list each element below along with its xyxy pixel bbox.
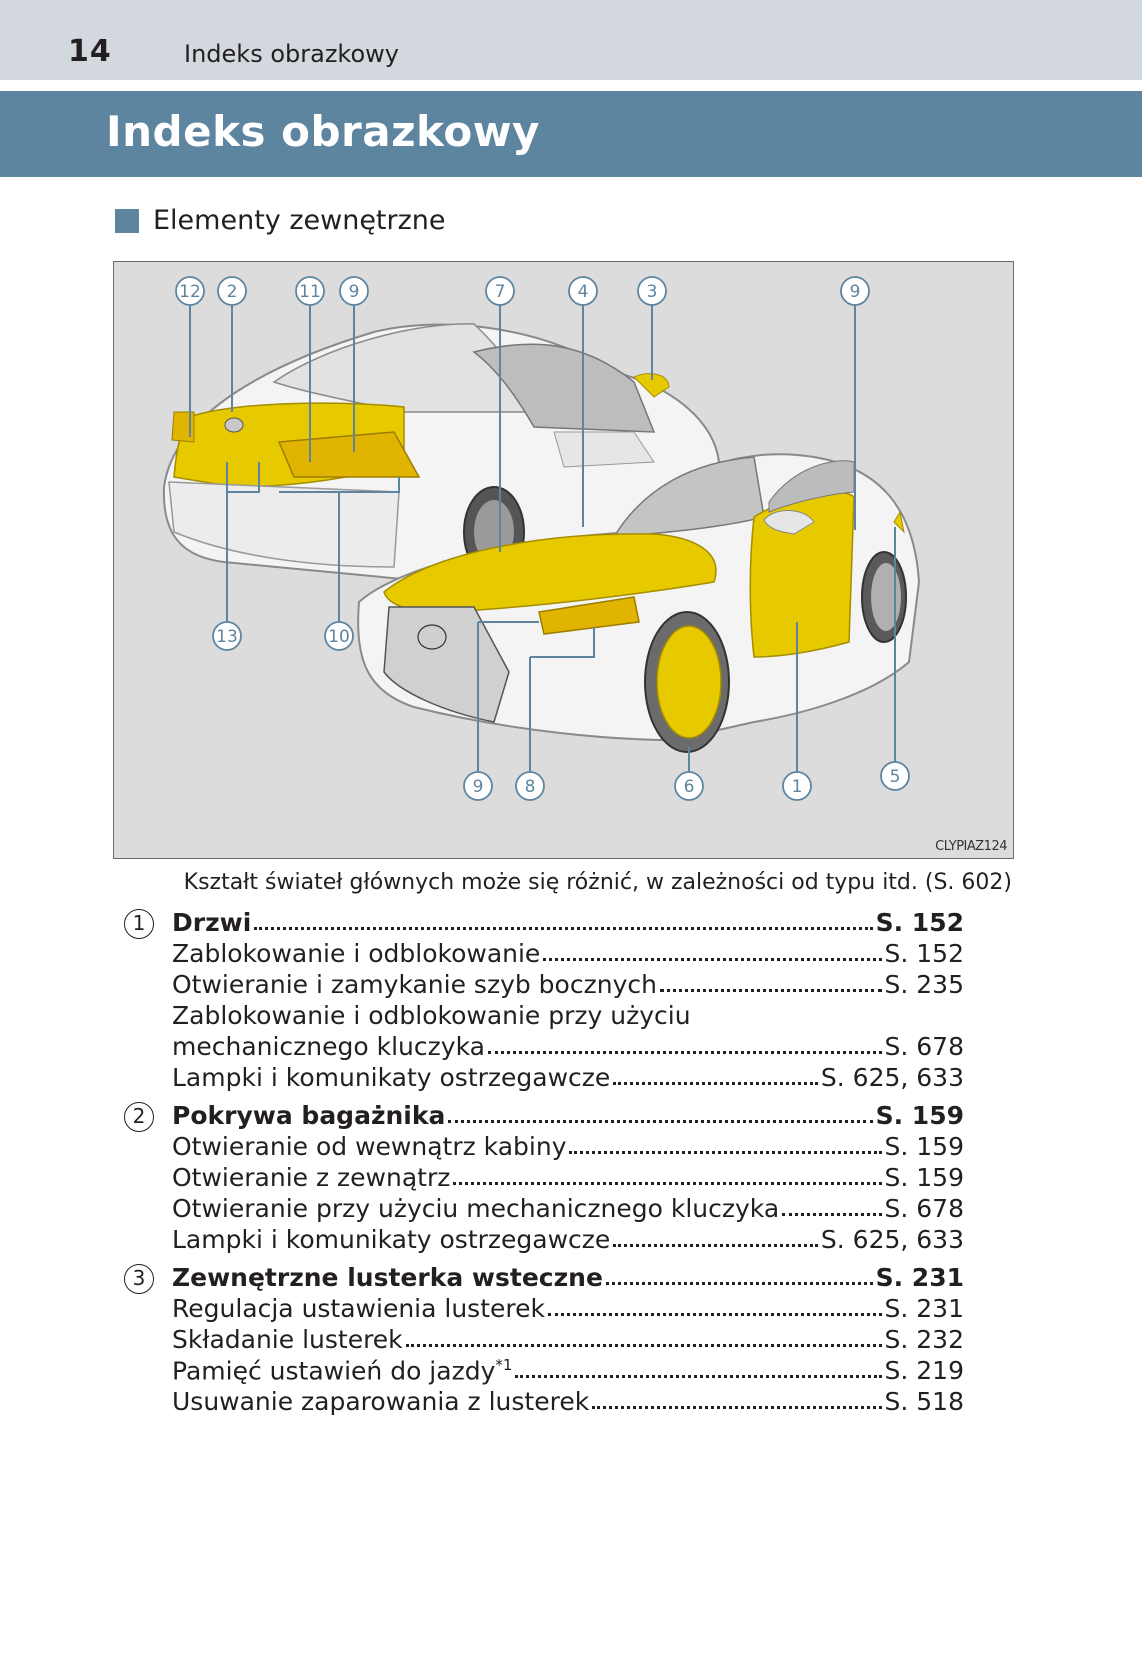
index-subentry-row[interactable]: [124, 1131, 964, 1162]
page-reference: S. 159: [875, 1101, 964, 1130]
subentry-label: Usuwanie zaparowania z lusterek: [172, 1387, 590, 1416]
entry-number-badge: 2: [124, 1102, 154, 1132]
index-subentry-row[interactable]: [124, 1386, 964, 1417]
subentry-text: [124, 1131, 566, 1162]
index-subentry-row[interactable]: [124, 938, 964, 969]
subentry-label: Pamięć ustawień do jazdy: [172, 1356, 496, 1385]
callout-label: 2: [226, 282, 238, 302]
page-reference: S. 152: [884, 939, 964, 968]
page-reference: S. 232: [884, 1325, 964, 1354]
callout-4-top: [569, 277, 597, 305]
callout-9-bottom: [464, 772, 492, 800]
index-subentry-row[interactable]: [124, 1355, 964, 1386]
callout-1-bottom: [783, 772, 811, 800]
title-band: [0, 91, 1142, 177]
dot-leader: [448, 1120, 872, 1123]
callout-2-top: [218, 277, 246, 305]
footnote-marker: *1: [495, 1355, 513, 1374]
subentry-label: Otwieranie przy użyciu mechanicznego kluczyka: [172, 1194, 780, 1223]
subentry-label: Otwieranie i zamykanie szyb bocznych: [172, 970, 657, 999]
dot-leader: [782, 1213, 881, 1216]
subentry-text: [124, 1062, 610, 1093]
index-subentry-row[interactable]: [124, 1062, 964, 1093]
callout-label: 10: [328, 627, 350, 647]
callout-label: 9: [348, 282, 360, 302]
index-subentry-row[interactable]: [124, 1224, 964, 1255]
subentry-text: [124, 1000, 691, 1031]
subentry-text: [124, 1386, 589, 1417]
callout-13-mid: [213, 622, 241, 650]
entry-number-badge: 1: [124, 909, 154, 939]
page-number: 14: [68, 34, 112, 69]
callout-label: 12: [179, 282, 201, 302]
index-entry-main-row[interactable]: [124, 1100, 964, 1131]
dot-leader: [453, 1182, 881, 1185]
callout-label: 4: [577, 282, 589, 302]
subentry-label: Lampki i komunikaty ostrzegawcze: [172, 1225, 611, 1254]
index-subentry-row[interactable]: [124, 969, 964, 1000]
subentry-label: mechanicznego kluczyka: [172, 1032, 485, 1061]
dot-leader: [613, 1082, 818, 1085]
callout-label: 3: [646, 282, 658, 302]
entry-title: Zewnętrzne lusterka wsteczne: [172, 1263, 603, 1292]
subentry-text: [124, 1293, 545, 1324]
page-header-band: [0, 0, 1142, 80]
page-reference: S. 159: [884, 1132, 964, 1161]
index-subentry-row[interactable]: [124, 1193, 964, 1224]
callout-label: 13: [216, 627, 238, 647]
dot-leader: [660, 989, 882, 992]
subentry-text: [124, 1193, 779, 1224]
page-reference: S. 625, 633: [820, 1063, 964, 1092]
callout-label: 9: [849, 282, 861, 302]
index-list: [124, 907, 964, 1424]
callout-9-top-left: [340, 277, 368, 305]
page-reference: S. 231: [884, 1294, 964, 1323]
callout-5-bottom: [881, 762, 909, 790]
dot-leader: [592, 1406, 881, 1409]
subentry-label: Regulacja ustawienia lusterek: [172, 1294, 545, 1323]
dot-leader: [543, 958, 881, 961]
page-reference: S. 518: [884, 1387, 964, 1416]
index-entry: [124, 907, 964, 1093]
callout-3-top: [638, 277, 666, 305]
subentry-text: [124, 1224, 610, 1255]
index-entry-main-row[interactable]: [124, 1262, 964, 1293]
index-entry: [124, 1262, 964, 1417]
page-title: Indeks obrazkowy: [106, 107, 540, 156]
subentry-label: Zablokowanie i odblokowanie: [172, 939, 541, 968]
page-reference: S. 625, 633: [820, 1225, 964, 1254]
index-entry-main-row[interactable]: [124, 907, 964, 938]
figure-code: CLYPIAZ124: [935, 839, 1007, 854]
entry-number-badge: 3: [124, 1264, 154, 1294]
callout-label: 11: [299, 282, 321, 302]
callout-label: 6: [683, 777, 695, 797]
page-reference: S. 219: [884, 1356, 964, 1385]
callout-10-mid: [325, 622, 353, 650]
subentry-label: Otwieranie od wewnątrz kabiny: [172, 1132, 567, 1161]
subentry-label: Otwieranie z zewnątrz: [172, 1163, 451, 1192]
section-title: Elementy zewnętrzne: [153, 205, 446, 236]
subentry-label: Zablokowanie i odblokowanie przy użyciu: [172, 1001, 691, 1030]
dot-leader: [254, 927, 872, 930]
dot-leader: [406, 1344, 882, 1347]
subentry-text: [124, 1031, 485, 1062]
page-reference: S. 235: [884, 970, 964, 999]
page-reference: S. 152: [875, 908, 964, 937]
callout-9-top-right: [841, 277, 869, 305]
entry-title: Drzwi: [172, 908, 252, 937]
subentry-label: Lampki i komunikaty ostrzegawcze: [172, 1063, 611, 1092]
subentry-text: [124, 1350, 512, 1386]
dot-leader: [569, 1151, 881, 1154]
page-reference: S. 678: [884, 1032, 964, 1061]
entry-title: Pokrywa bagażnika: [172, 1101, 446, 1130]
callout-label: 9: [472, 777, 484, 797]
callout-label: 1: [791, 777, 803, 797]
index-subentry-row: [124, 1000, 964, 1031]
subentry-label: Składanie lusterek: [172, 1325, 403, 1354]
index-subentry-row[interactable]: [124, 1293, 964, 1324]
section-square-icon: [115, 209, 139, 233]
dot-leader: [515, 1375, 881, 1378]
page-reference: S. 159: [884, 1163, 964, 1192]
callout-8-bottom: [516, 772, 544, 800]
index-subentry-row[interactable]: [124, 1031, 964, 1062]
callout-7-top: [486, 277, 514, 305]
dot-leader: [613, 1244, 818, 1247]
car-diagram-svg: [114, 262, 1014, 859]
running-head: Indeks obrazkowy: [184, 40, 399, 68]
page-reference: S. 231: [875, 1263, 964, 1292]
dot-leader: [548, 1313, 882, 1316]
callout-6-bottom: [675, 772, 703, 800]
index-subentry-row[interactable]: [124, 1162, 964, 1193]
subentry-text: [124, 969, 657, 1000]
dot-leader: [606, 1282, 873, 1285]
callout-11-top: [296, 277, 324, 305]
callout-label: 8: [524, 777, 536, 797]
car-exterior-illustration: [113, 261, 1014, 859]
page-reference: S. 678: [884, 1194, 964, 1223]
callout-12-top: [176, 277, 204, 305]
callout-label: 5: [889, 767, 901, 787]
dot-leader: [488, 1051, 882, 1054]
index-entry: [124, 1100, 964, 1255]
subentry-text: [124, 1162, 450, 1193]
callout-label: 7: [494, 282, 506, 302]
subentry-text: [124, 938, 540, 969]
figure-caption: Kształt świateł głównych może się różnić, w zależności od typu itd. (S. 602): [183, 870, 1012, 895]
